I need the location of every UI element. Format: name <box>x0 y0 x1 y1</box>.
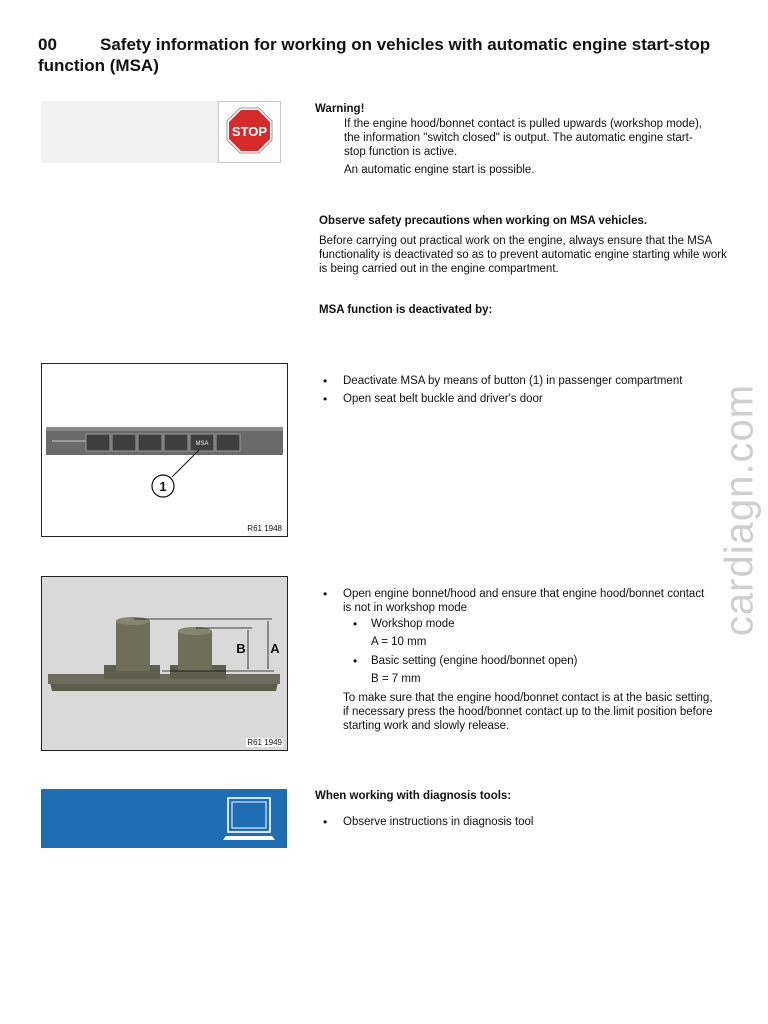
section-number: 00 <box>38 35 57 54</box>
hood-contact-section <box>315 587 715 737</box>
sub-list-item: • Workshop mode <box>343 617 715 631</box>
sub-list-value: A = 10 mm <box>371 636 427 648</box>
diagnosis-list <box>315 815 715 833</box>
list-item: • Deactivate MSA by means of button (1) in passenger compartment <box>315 374 735 388</box>
stop-sign-frame <box>218 101 281 163</box>
title-text: Safety information for working on vehicles with automatic engine start-stop function (MSA) <box>38 35 711 75</box>
precautions-text: Before carrying out practical work on the engine, always ensure that the MSA functionality is deactivated so as to prevent automatic engine starting while work is being carried out in the engine compartment. <box>319 235 727 275</box>
list-item <box>315 587 715 733</box>
monitor-icon <box>223 794 279 844</box>
warning-text-2: An automatic engine start is possible. <box>344 164 535 176</box>
diagnosis-heading: When working with diagnosis tools: <box>315 790 512 802</box>
hood-contact-sublist <box>343 617 715 686</box>
dimension-b-label: B <box>236 641 246 656</box>
list-item: • Observe instructions in diagnosis tool <box>315 815 715 829</box>
stop-sign-text: STOP <box>231 124 268 139</box>
watermark: cardiagn.com <box>717 383 762 637</box>
stop-sign-icon <box>219 102 280 162</box>
switch-panel-illustration <box>42 364 287 536</box>
sub-list-item: • Basic setting (engine hood/bonnet open) <box>343 654 715 668</box>
hood-contact-illustration <box>42 577 287 750</box>
warning-text: If the engine hood/bonnet contact is pulled upwards (workshop mode), the information "switch closed" is output. The automatic engine start-stop function is active. <box>344 118 702 158</box>
list-item: • Open seat belt buckle and driver's door <box>315 392 735 406</box>
callout-number: 1 <box>159 479 167 494</box>
warning-heading: Warning! <box>315 103 365 115</box>
list-item-text: Open engine bonnet/hood and ensure that engine hood/bonnet contact is not in workshop mode <box>343 588 705 614</box>
precautions-heading: Observe safety precautions when working on MSA vehicles. <box>319 215 648 227</box>
figure-reference: R61 1948 <box>247 524 282 533</box>
deactivation-list <box>315 374 735 410</box>
deactivation-heading: MSA function is deactivated by: <box>319 304 493 316</box>
figure-reference: R61 1949 <box>247 738 282 747</box>
dimension-a-label: A <box>270 641 280 656</box>
figure-hood-contact <box>41 576 288 751</box>
hood-contact-note: To make sure that the engine hood/bonnet contact is at the basic setting, if necessary press the hood/bonnet contact up to the limit position before starting work and slowly release. <box>343 692 713 732</box>
figure-msa-button <box>41 363 288 537</box>
page-title <box>38 34 738 76</box>
diagnosis-banner <box>41 789 287 848</box>
hood-contact-list <box>315 587 715 733</box>
sub-list-value: B = 7 mm <box>371 673 421 685</box>
msa-button-label: MSA <box>195 441 209 447</box>
